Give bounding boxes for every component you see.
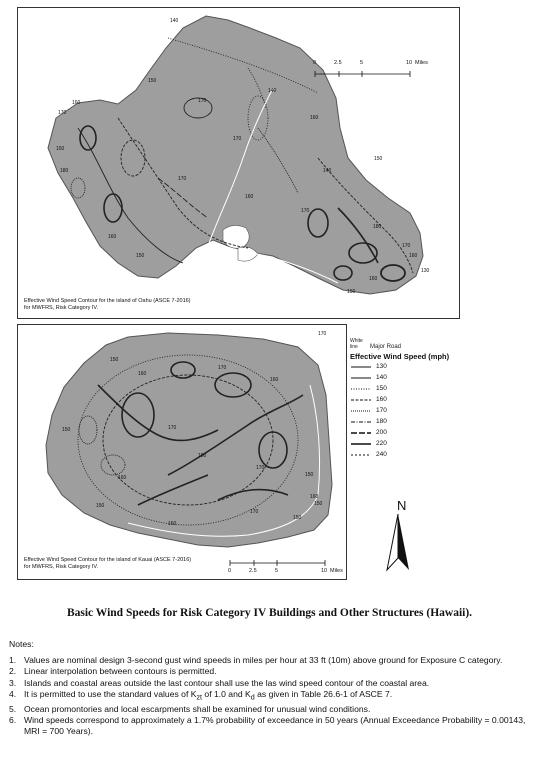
contour-label: 150	[56, 146, 65, 152]
notes-section	[9, 639, 534, 737]
pearl-harbor-shape	[223, 225, 249, 248]
note-number: 1.	[9, 655, 17, 666]
legend-item-label: 130	[376, 363, 387, 370]
legend-item	[350, 427, 460, 438]
note-number: 5.	[9, 703, 17, 714]
note-number: 6.	[9, 714, 17, 725]
oahu-caption	[24, 298, 191, 312]
contour-label: 180	[60, 168, 69, 174]
legend-white-line-label: White line	[350, 338, 363, 350]
contour-label: 160	[310, 115, 319, 121]
note-item	[9, 666, 534, 677]
contour-label: 160	[310, 494, 319, 500]
legend-item	[350, 372, 460, 383]
legend-line-swatch	[350, 397, 372, 403]
north-arrow-icon	[385, 512, 411, 574]
legend-item-label: 170	[376, 407, 387, 414]
contour-label: 150	[110, 357, 119, 363]
scale-tick: 2.5	[249, 568, 257, 574]
legend-item	[350, 383, 460, 394]
contour-label: 140	[170, 18, 179, 24]
kauai-map	[18, 325, 346, 579]
kauai-map-panel	[17, 324, 347, 580]
contour-label: 160	[245, 194, 254, 200]
kauai-caption-line2: for MWFRS, Risk Category IV.	[24, 564, 99, 570]
figure-title: Basic Wind Speeds for Risk Category IV Buildings and Other Structures (Hawaii).	[66, 607, 473, 619]
note-text: Values are nominal design 3-second gust wind speeds in miles per hour at 33 ft (10m) above ground for Exposure C category.	[24, 655, 503, 666]
contour-label: 170	[58, 110, 67, 116]
scale-tick: 2.5	[334, 60, 342, 66]
oahu-caption-line2: for MWFRS, Risk Category IV.	[24, 305, 99, 311]
legend-line-swatch	[350, 452, 372, 458]
note-text: Islands and coastal areas outside the last contour shall use the las wind speed contour of the coastal area.	[24, 677, 430, 688]
kauai-caption	[24, 557, 191, 571]
legend-item-label: 220	[376, 440, 387, 447]
legend-road-row	[350, 338, 460, 350]
contour-label: 170	[301, 208, 310, 214]
legend-line-swatch	[350, 419, 372, 425]
legend-item	[350, 394, 460, 405]
contour-label: 160	[138, 371, 147, 377]
legend-major-road-label: Major Road	[370, 344, 402, 350]
scale-unit: Miles	[330, 568, 343, 574]
contour-label: 150	[136, 253, 145, 259]
notes-list	[9, 655, 534, 737]
note-item	[9, 715, 534, 737]
legend-line-swatch	[350, 386, 372, 392]
oahu-scalebar	[313, 58, 428, 83]
contour-label: 140	[268, 88, 277, 94]
legend-items	[350, 361, 460, 460]
note-number: 4.	[9, 688, 17, 699]
legend-item-label: 180	[376, 418, 387, 425]
note-text: Linear interpolation between contours is permitted.	[24, 666, 217, 677]
contour-label: 150	[96, 503, 105, 509]
contour-label: 170	[178, 176, 187, 182]
legend-title: Effective Wind Speed (mph)	[350, 352, 450, 361]
scale-unit: Miles	[415, 60, 428, 66]
contour-label: 150	[305, 472, 314, 478]
legend-line-swatch	[350, 364, 372, 370]
legend-item-label: 160	[376, 396, 387, 403]
oahu-caption-line1: Effective Wind Speed Contour for the island of Oahu (ASCE 7-2016)	[24, 298, 191, 304]
contour-label: 150	[148, 78, 157, 84]
note-item	[9, 689, 534, 704]
contour-label: 160	[72, 100, 81, 106]
contour-label: 180	[198, 453, 207, 459]
oahu-map-panel	[17, 7, 460, 319]
legend-item-label: 150	[376, 385, 387, 392]
legend-line-swatch	[350, 441, 372, 447]
contour-label: 150	[314, 501, 323, 507]
contour-label: 160	[118, 475, 127, 481]
legend-item-label: 240	[376, 451, 387, 458]
contour-label: 130	[421, 268, 430, 274]
contour-label: 140	[323, 168, 332, 174]
legend-line-swatch	[350, 430, 372, 436]
contour-label: 170	[402, 243, 411, 249]
contour-label: 170	[233, 136, 242, 142]
note-text: Wind speeds correspond to approximately a 1.7% probability of exceedance in 50 years (Annual Exceedance Probability = 0.00143, MRI = 700 Years).	[24, 714, 526, 737]
legend-item	[350, 438, 460, 449]
legend-item	[350, 416, 460, 427]
contour-label: 170	[198, 98, 207, 104]
contour-label: 160	[369, 276, 378, 282]
contour-label: 150	[374, 156, 383, 162]
note-number: 2.	[9, 666, 17, 677]
kauai-caption-line1: Effective Wind Speed Contour for the island of Kauai (ASCE 7-2016)	[24, 557, 192, 563]
oahu-map	[18, 8, 459, 318]
legend-item	[350, 361, 460, 372]
contour-label: 180	[373, 224, 382, 230]
legend-line-swatch	[350, 408, 372, 414]
contour-label: 170	[168, 425, 177, 431]
contour-label: 170	[250, 509, 259, 515]
scale-tick: 0	[313, 60, 317, 66]
contour-label: 170	[256, 465, 265, 471]
contour-label: 170	[218, 365, 227, 371]
note-text: It is permitted to use the standard values of $K_{zt}$ of 1.0 and $K_d$ as given in Table 26.6-1 of ASCE 7.	[24, 688, 393, 702]
kauai-scalebar	[228, 559, 343, 580]
contour-label: 170	[318, 331, 327, 337]
note-item	[9, 704, 534, 715]
legend-item-label: 140	[376, 374, 387, 381]
legend-item	[350, 405, 460, 416]
legend-item-label: 200	[376, 429, 387, 436]
contour-label: 160	[409, 253, 418, 259]
notes-heading: Notes:	[9, 639, 34, 649]
contour-label: 150	[347, 289, 356, 295]
legend-line-swatch	[350, 375, 372, 381]
contour-label: 150	[62, 427, 71, 433]
wind-speed-legend	[350, 338, 460, 460]
scale-tick: 10	[321, 568, 328, 574]
north-label: N	[397, 498, 407, 513]
contour-label: 160	[108, 234, 117, 240]
scale-tick: 5	[275, 568, 279, 574]
legend-item	[350, 449, 460, 460]
note-item	[9, 655, 534, 666]
note-item	[9, 678, 534, 689]
scale-tick: 0	[228, 568, 232, 574]
scale-tick: 10	[406, 60, 413, 66]
note-text: Ocean promontories and local escarpments shall be examined for unusual wind conditions.	[24, 703, 371, 714]
note-number: 3.	[9, 677, 17, 688]
contour-label: 160	[270, 377, 279, 383]
contour-label: 160	[168, 521, 177, 527]
scale-tick: 5	[360, 60, 364, 66]
contour-label: 150	[293, 515, 302, 521]
